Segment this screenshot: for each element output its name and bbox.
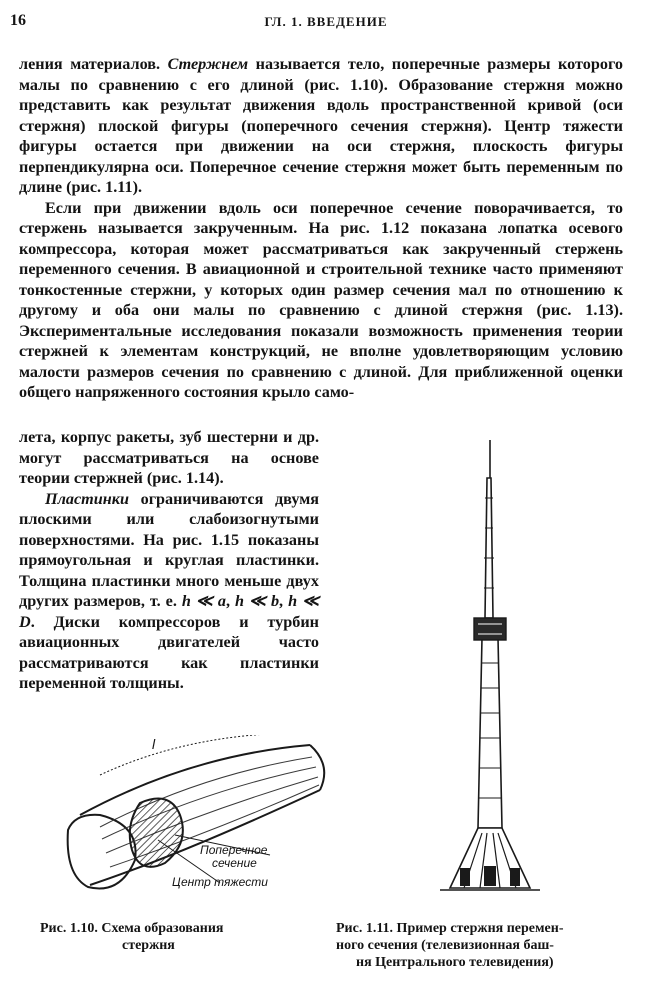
label-cross-section-2: сечение xyxy=(212,856,257,870)
caption-1-10-line2: стержня xyxy=(122,938,175,953)
term-rod: Стержнем xyxy=(167,55,249,73)
length-dimension-line xyxy=(100,735,302,775)
caption-1-10-line1: Рис. 1.10. Схема образования xyxy=(40,921,224,936)
figure-1-11-caption xyxy=(336,920,636,971)
base-arch-3 xyxy=(510,868,520,886)
label-cross-section-1: Поперечное xyxy=(200,843,268,857)
page-header xyxy=(10,12,642,34)
figure-1-11-tv-tower xyxy=(430,438,550,898)
rod-outer-bottom xyxy=(90,790,320,885)
cross-section-hatched xyxy=(130,799,183,867)
rod-outer-top xyxy=(80,745,310,815)
caption-1-11-line3: ня Центрального телевидения) xyxy=(356,955,554,970)
base-arch-2 xyxy=(484,866,496,886)
paragraph-2-continuation: лета, корпус ракеты, зуб шестерни и др. могут рассматриваться на основе теории стержней (рис. 1.14). xyxy=(19,428,319,487)
narrow-column xyxy=(19,427,319,694)
paragraph-3-part-a: ограничиваются двумя плоскими или слабоизогнутыми поверхностями. На рис. 1.15 показаны прямоугольная и круглая пластинки. Толщина пластинки много меньше двух других размеров, т. е. xyxy=(19,489,319,610)
paragraph-1 xyxy=(19,54,623,198)
math-h-b: h ≪ b xyxy=(235,592,280,610)
length-label: l xyxy=(152,736,156,752)
caption-1-11-line2: ного сечения (телевизионная баш- xyxy=(336,938,554,953)
paragraph-1-start: ления материалов. xyxy=(19,55,168,73)
figure-1-10-rod-diagram xyxy=(40,735,340,905)
lower-shaft xyxy=(478,638,502,828)
main-text xyxy=(19,54,623,403)
running-title: ГЛ. 1. ВВЕДЕНИЕ xyxy=(264,14,388,29)
upper-mast xyxy=(485,478,493,618)
page-number: 16 xyxy=(10,12,26,29)
paragraph-3: Пластинки ограничиваются двумя плоскими или слабоизогнутыми поверхностями. На рис. 1.15 показаны прямоугольная и круглая пластинки. Толщина пластинки много меньше двух других размеров, т. е. h ≪ a, h ≪ b, h ≪ D. Диски компрессоров и турбин авиационных двигателей часто рассматриваются как пластинки переменной толщины. xyxy=(19,489,320,692)
rod-stripe-1 xyxy=(100,757,312,827)
paragraph-3-part-b: . Диски компрессоров и турбин авиационных двигателей часто рассматриваются как пластинки переменной толщины. xyxy=(19,612,319,692)
label-center-of-gravity: Центр тяжести xyxy=(172,875,268,889)
math-h-a: h ≪ a xyxy=(181,592,226,610)
figure-1-10-caption xyxy=(40,920,280,954)
paragraph-1-rest: называется тело, поперечные размеры которого малы по сравнению с его длиной (рис. 1.10). Образование стержня можно представить как результат движения вдоль пространственной кривой (оси стержня) плоской фигуры (поперечного сечения стержня). Центр тяжести фигуры остается при движении на оси стержня, плоскость фигуры перпендикулярна оси. Поперечное сечение стержня может быть переменным по длине (рис. 1.11). xyxy=(19,55,624,196)
base-arch-1 xyxy=(460,868,470,886)
paragraph-2: Если при движении вдоль оси поперечное сечение поворачивается, то стержень называется закрученным. На рис. 1.12 показана лопатка осевого компрессора, которая может рассматриваться как закрученный стержень переменного сечения. В авиационной и строительной технике часто применяют тонкостенные стержни, у которых один размер сечения мал по отношению к другому и оба они малы по сравнению с длиной стержня (рис. 1.13). Экспериментальные исследования показали возможность применения теории стержней к элементам конструкций, не вполне удовлетворяющим условию малости размеров сечения по сравнению с длиной. Для приближенной оценки общего напряженного состояния крыло само- xyxy=(19,198,623,401)
term-plates: Пластинки xyxy=(45,489,129,508)
math-h-d: h ≪ D xyxy=(19,592,320,631)
observation-deck xyxy=(474,618,506,640)
caption-1-11-line1: Рис. 1.11. Пример стержня перемен- xyxy=(336,921,564,936)
